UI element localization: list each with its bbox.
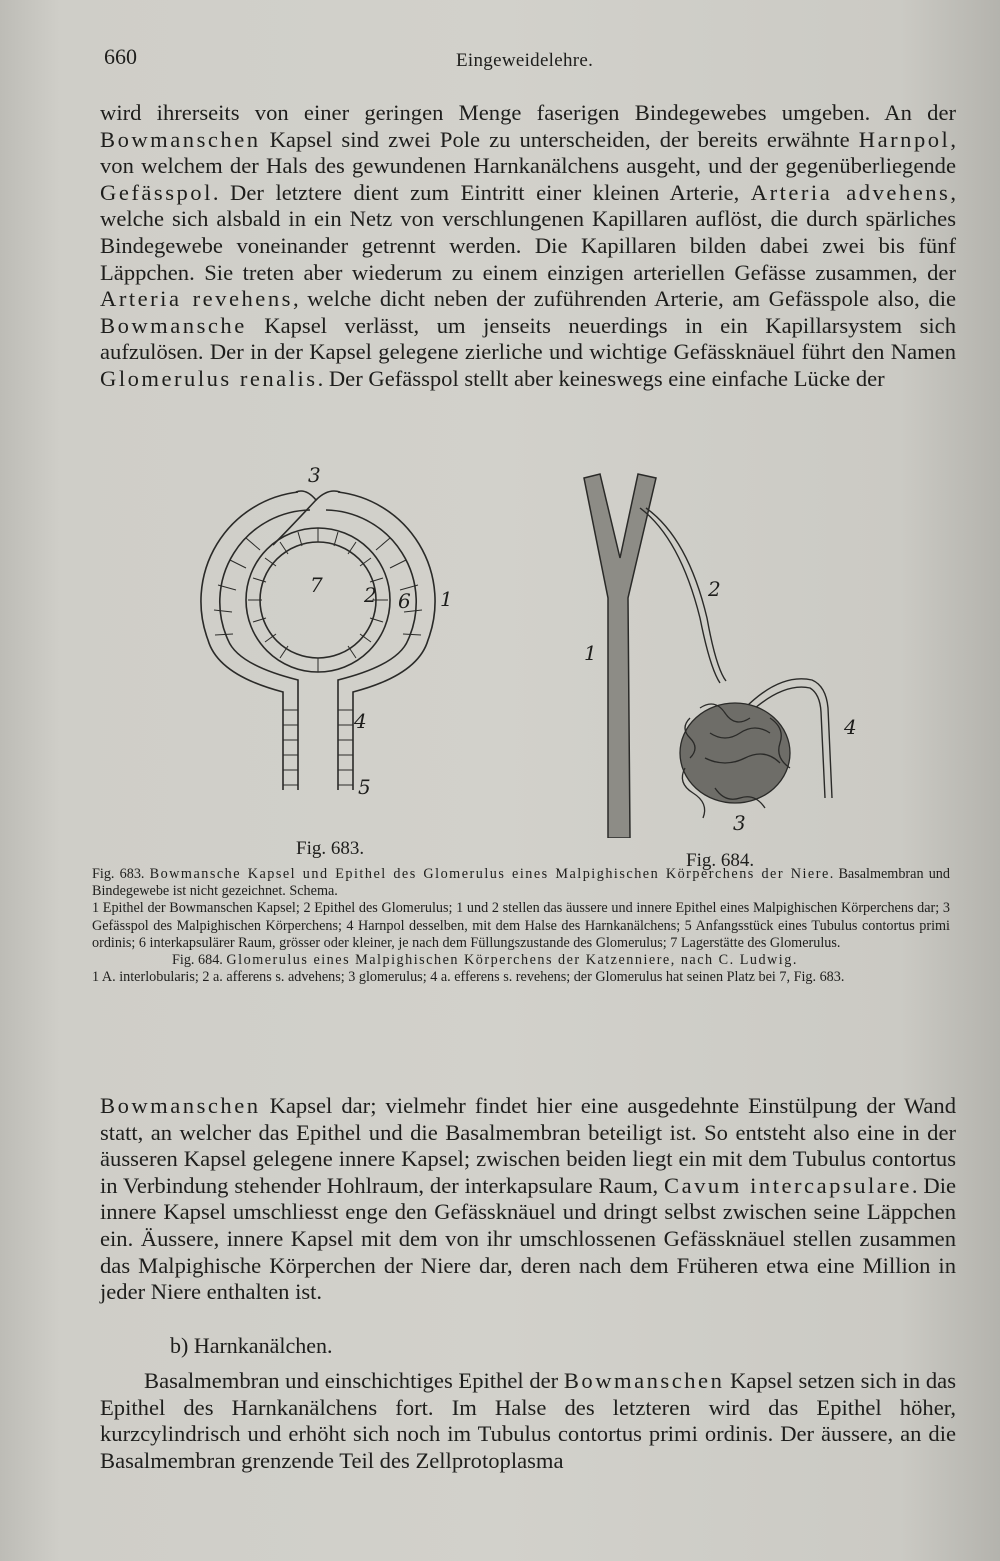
fig684-label-4: 4 <box>844 715 857 739</box>
page-number: 660 <box>104 44 137 69</box>
running-head: Eingeweidelehre. <box>456 50 594 71</box>
body-paragraph-3: Basalmembran und einschichtiges Epithel der Bowmanschen Kapsel setzen sich in das Epithel des Harnkanälchens fort. Im Halse des letzteren wird das Epithel höher, kurzcylindrisch und erhöht sich noch im Tubulus contortus primi ordinis. Der äussere, an die Basalmembran grenzende Teil des Zellprotoplasma <box>100 1368 956 1473</box>
figure-684-glomerulus <box>570 468 860 838</box>
fig683-label-3: 3 <box>308 463 321 487</box>
fig683-label-7: 7 <box>310 573 323 597</box>
fig684-label-1: 1 <box>584 641 597 665</box>
fig683-label-6: 6 <box>398 589 411 613</box>
fig683-label-4: 4 <box>354 709 367 733</box>
caption-684-legend: 1 A. interlobularis; 2 a. afferens s. advehens; 3 glomerulus; 4 a. efferens s. revehens; der Glomerulus hat seinen Platz bei 7, Fig. 683. <box>92 969 845 986</box>
section-heading: b) Harnkanälchen. <box>170 1333 333 1358</box>
page-header <box>104 44 954 74</box>
fig684-label-2: 2 <box>708 577 721 601</box>
caption-684-title: Fig. 684. Glomerulus eines Malpighischen Körperchens der Katzenniere, nach C. Ludwig. <box>172 952 797 969</box>
fig683-label-1: 1 <box>440 587 453 611</box>
caption-683-title: Fig. 683. Bowmansche Kapsel und Epithel des Glomerulus eines Malpighischen Körperchens der Niere. Basalmembran und Bindegewebe ist nicht gezeichnet. Schema. <box>92 866 950 900</box>
caption-683-legend: 1 Epithel der Bowmanschen Kapsel; 2 Epithel des Glomerulus; 1 und 2 stellen das äussere und innere Epithel eines Malpighischen Körperchens dar; 3 Gefässpol des Malpighischen Körperchens; 4 Harnpol desselben, mit dem Halse des Harnkanälchens; 5 Anfangsstück eines Tubulus contortus primi ordinis; 6 interkapsulärer Raum, grösser oder kleiner, je nach dem Füllungszustande des Glomerulus; 7 Lagerstätte des Glomerulus. <box>92 900 950 951</box>
body-paragraph-1: wird ihrerseits von einer geringen Menge faserigen Bindegewebes umgeben. An der Bowmanschen Kapsel sind zwei Pole zu unterscheiden, der bereits erwähnte Harnpol, von welchem der Hals des gewundenen Harnkanälchens ausgeht, und der gegenüberliegende Gefässpol. Der letztere dient zum Eintritt einer kleinen Arterie, Arteria advehens, welche sich alsbald in ein Netz von verschlungenen Kapillaren auflöst, die durch spärliches Bindegewebe voneinander getrennt werden. Die Kapillaren bilden dabei zwei bis fünf Läppchen. Sie treten aber wiederum zu einem einzigen arteriellen Gefässe zusammen, der Arteria revehens, welche dicht neben der zuführenden Arterie, am Gefässpole also, die Bowmansche Kapsel verlässt, um jenseits neuerdings in ein Kapillarsystem sich aufzulösen. Der in der Kapsel gelegene zierliche und wichtige Gefässknäuel führt den Namen Glomerulus renalis. Der Gefässpol stellt aber keineswegs eine einfache Lücke der <box>100 100 957 391</box>
figure-683-bowman-capsule <box>188 460 468 840</box>
fig684-label-3: 3 <box>733 811 746 835</box>
body-paragraph-2: Bowmanschen Kapsel dar; vielmehr findet hier eine ausgedehnte Einstülpung der Wand statt, an welcher das Epithel und die Basalmembran beteiligt ist. So entsteht also eine in der äusseren Kapsel gelegene innere Kapsel; zwischen beiden liegt ein mit dem Tubulus contortus in Verbindung stehender Hohlraum, der interkapsulare Raum, Cavum intercapsulare. Die innere Kapsel umschliesst enge den Gefässknäuel und dringt selbst zwischen seine Läppchen ein. Äussere, innere Kapsel mit dem von ihr umschlossenen Gefässknäuel stellen zusammen das Malpighische Körperchen der Niere dar, deren nach dem Früheren etwa eine Million in jeder Niere enthalten ist. <box>100 1093 957 1305</box>
fig683-label-5: 5 <box>358 775 371 799</box>
figure-683-label: Fig. 683. <box>296 838 365 859</box>
fig683-label-2: 2 <box>364 583 377 607</box>
glomerulus-drawing <box>570 468 860 838</box>
figure-captions <box>92 866 950 986</box>
figure-684-label: Fig. 684. <box>686 850 755 871</box>
bowman-capsule-drawing <box>188 460 468 840</box>
